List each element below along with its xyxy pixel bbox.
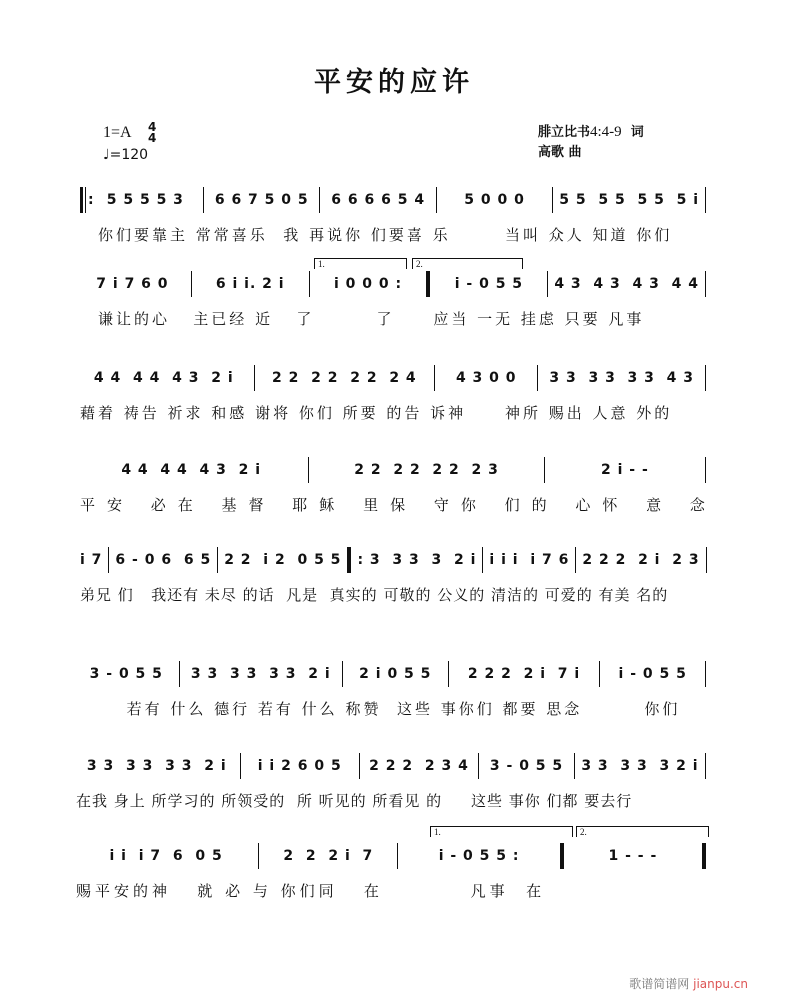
measure: 2 2 2 2 2 2 2 3: [354, 462, 499, 478]
key-signature: 1=A: [103, 124, 132, 141]
volta-1: 1.: [430, 826, 573, 837]
measure: 2 i - -: [600, 462, 649, 478]
measure: i i i 7 6 0 5: [109, 848, 223, 864]
key-tempo-block: [103, 122, 156, 166]
tempo: ♩=120: [103, 147, 149, 163]
measure: 5 5 5 5 5 5 5 i: [559, 192, 700, 208]
composer: 高歌 曲: [538, 145, 582, 160]
measure: 3 - 0 5 5: [89, 666, 163, 682]
lyric-reference: 4:4-9: [590, 124, 622, 140]
measure: 3 3 3 3 3 3 2 i: [86, 758, 227, 774]
measure: i - 0 5 5 :: [438, 848, 520, 864]
measure: i - 0 5 5: [454, 276, 524, 292]
measure: 6 i i. 2 i: [215, 276, 285, 292]
measure: 2 2 2 2 i 2 3: [582, 552, 700, 568]
lyrics: 赐平安的神 就 必 与 你们同 在 凡事 在: [76, 882, 546, 900]
lyrics: 在我 身上 所学习的 所领受的 所 听见的 所看见 的 这些 事你 们都 要去行: [76, 792, 633, 810]
measure: 4 4 4 4 4 3 2 i: [121, 462, 262, 478]
measure: 5 5 5 5 3: [106, 192, 184, 208]
measure: 2 2 2 2 2 2 2 4: [272, 370, 417, 386]
lyrics: 藉着 祷告 祈求 和感 谢将 你们 所要 的告 诉神 神所 赐出 人意 外的: [80, 404, 673, 422]
repeat-start: :: [80, 187, 94, 213]
measure: 3 3 3 3 3 3 2 i: [190, 666, 331, 682]
lyrics: 平安 必在 基督 耶稣 里保 守你 们的 心怀 意 念: [80, 496, 717, 514]
measure: 2 i 0 5 5: [359, 666, 432, 682]
measure: 6 6 6 6 5 4: [331, 192, 426, 208]
measure: : 3 3 3 3 2 i: [357, 552, 477, 568]
measure: i 7: [80, 552, 103, 568]
measure: 4 4 4 4 4 3 2 i: [93, 370, 234, 386]
measure: 5 0 0 0: [464, 192, 525, 208]
lyrics: 若有 什么 德行 若有 什么 称赞 这些 事你们 都要 思念 你们: [80, 700, 681, 718]
measure: 6 6 7 5 0 5: [214, 192, 309, 208]
watermark: 歌谱简谱网 jianpu.cn: [629, 977, 748, 991]
volta-1: 1.: [314, 258, 407, 269]
song-title: 平安的应许: [314, 67, 474, 98]
time-signature: 4 4: [148, 120, 157, 145]
measure: i - 0 5 5: [618, 666, 687, 682]
measure: 2 2 2 2 i 7 i: [467, 666, 581, 682]
measure: 3 3 3 3 3 3 4 3: [549, 370, 695, 386]
lyricist: 腓立比书: [538, 125, 591, 140]
measure: i i i i 7 6: [489, 552, 570, 568]
measure: i i 2 6 0 5: [257, 758, 342, 774]
measure: i 0 0 0 :: [334, 276, 403, 292]
measure: 7 i 7 6 0: [96, 276, 169, 292]
measure: 2 2 i 2 0 5 5: [224, 552, 342, 568]
measure: 3 - 0 5 5: [489, 758, 564, 774]
measure: 1 - - -: [608, 848, 658, 864]
measure: 4 3 0 0: [455, 370, 517, 386]
measure: 3 3 3 3 3 2 i: [581, 758, 699, 774]
volta-2: 2.: [412, 258, 523, 269]
measure: 6 - 0 6 6 5: [115, 552, 212, 568]
credits-block: 腓立比书4:4-9 词 高歌 曲: [538, 122, 644, 163]
volta-2: 2.: [576, 826, 709, 837]
measure: 2 2 2 2 3 4: [369, 758, 469, 774]
lyrics: 谦让的心 主已经 近 了 了 应当 一无 挂虑 只要 凡事: [98, 310, 645, 328]
lyrics: 弟兄 们 我还有 未尽 的话 凡是 真实的 可敬的 公义的 清洁的 可爱的 有美 名的: [80, 586, 669, 604]
lyrics: 你们要靠主 常常喜乐 我 再说你 们要喜 乐 当叫 众人 知道 你们: [98, 226, 673, 244]
measure: 2 2 2 i 7: [283, 848, 374, 864]
measure: 4 3 4 3 4 3 4 4: [554, 276, 699, 292]
